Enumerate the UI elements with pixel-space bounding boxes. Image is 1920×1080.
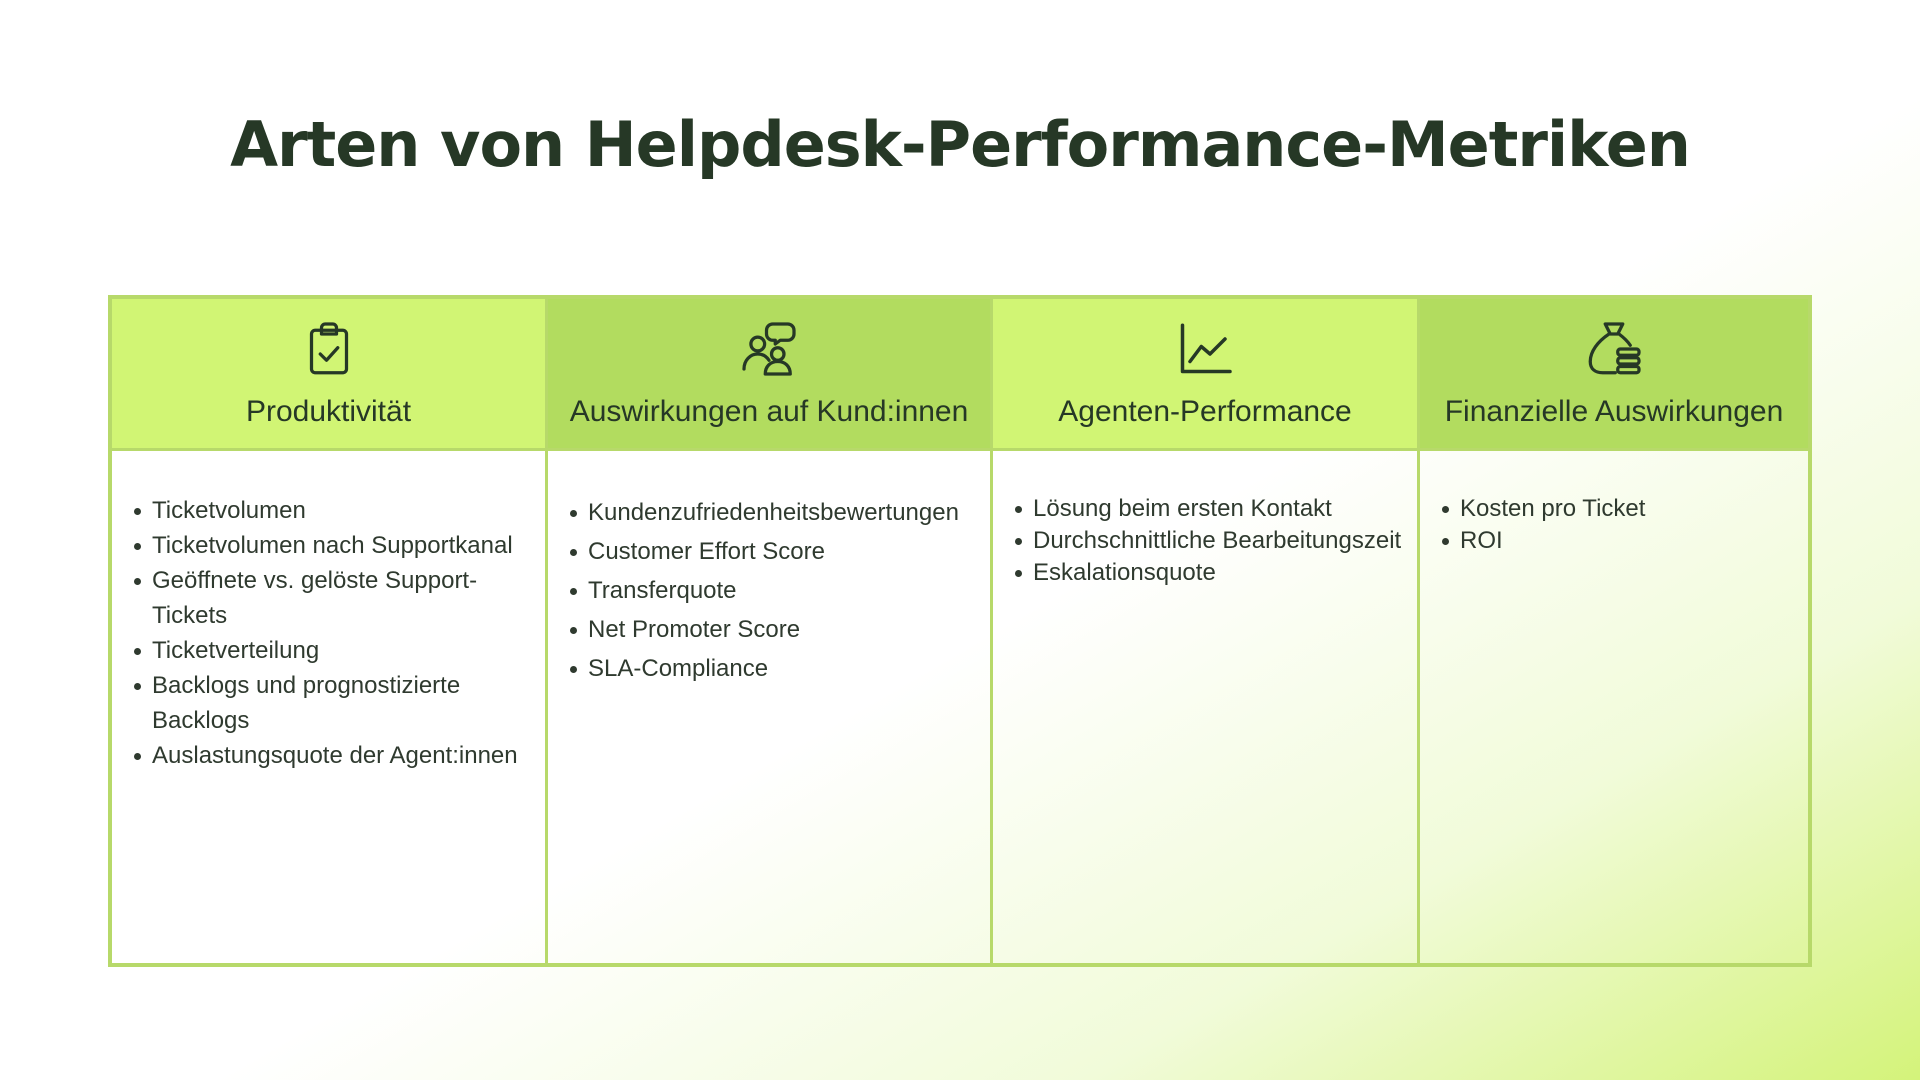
- list-item: Ticketvolumen: [134, 493, 535, 528]
- column-heading: Agenten-Performance: [1058, 395, 1352, 428]
- column-header: [1420, 299, 1808, 451]
- list-item: Durchschnittliche Bearbeitungszeit: [1015, 525, 1407, 557]
- column-kunden: [548, 299, 993, 963]
- metric-list: [1015, 493, 1407, 589]
- column-produktivitaet: [112, 299, 548, 963]
- column-body: [548, 451, 990, 963]
- column-header: [993, 299, 1417, 451]
- list-item: Geöffnete vs. gelöste Support-Tickets: [134, 563, 535, 633]
- column-body: [112, 451, 545, 963]
- list-item: Lösung beim ersten Kontakt: [1015, 493, 1407, 525]
- metrics-table: [108, 295, 1812, 967]
- column-finanzen: [1420, 299, 1808, 963]
- metric-list: [134, 493, 535, 773]
- column-header: [548, 299, 990, 451]
- column-agenten: [993, 299, 1420, 963]
- list-item: Ticketvolumen nach Supportkanal: [134, 528, 535, 563]
- list-item: ROI: [1442, 525, 1798, 557]
- list-item: Transferquote: [570, 571, 980, 610]
- money-bag-icon: [1582, 317, 1646, 381]
- metric-list: [570, 493, 980, 688]
- list-item: Backlogs und prognostizierte Backlogs: [134, 668, 535, 738]
- list-item: Kosten pro Ticket: [1442, 493, 1798, 525]
- column-body: [993, 451, 1417, 963]
- column-body: [1420, 451, 1808, 963]
- line-chart-icon: [1173, 317, 1237, 381]
- list-item: Customer Effort Score: [570, 532, 980, 571]
- metric-list: [1442, 493, 1798, 557]
- list-item: Net Promoter Score: [570, 610, 980, 649]
- list-item: Ticketverteilung: [134, 633, 535, 668]
- list-item: Auslastungsquote der Agent:innen: [134, 738, 535, 773]
- list-item: Kundenzufriedenheitsbewertungen: [570, 493, 980, 532]
- list-item: Eskalationsquote: [1015, 557, 1407, 589]
- column-heading: Auswirkungen auf Kund:innen: [569, 395, 969, 428]
- page-title: Arten von Helpdesk-Performance-Metriken: [230, 108, 1690, 181]
- people-chat-icon: [737, 317, 801, 381]
- column-header: [112, 299, 545, 451]
- column-heading: Finanzielle Auswirkungen: [1444, 395, 1784, 428]
- clipboard-check-icon: [297, 317, 361, 381]
- column-heading: Produktivität: [245, 395, 412, 428]
- list-item: SLA-Compliance: [570, 649, 980, 688]
